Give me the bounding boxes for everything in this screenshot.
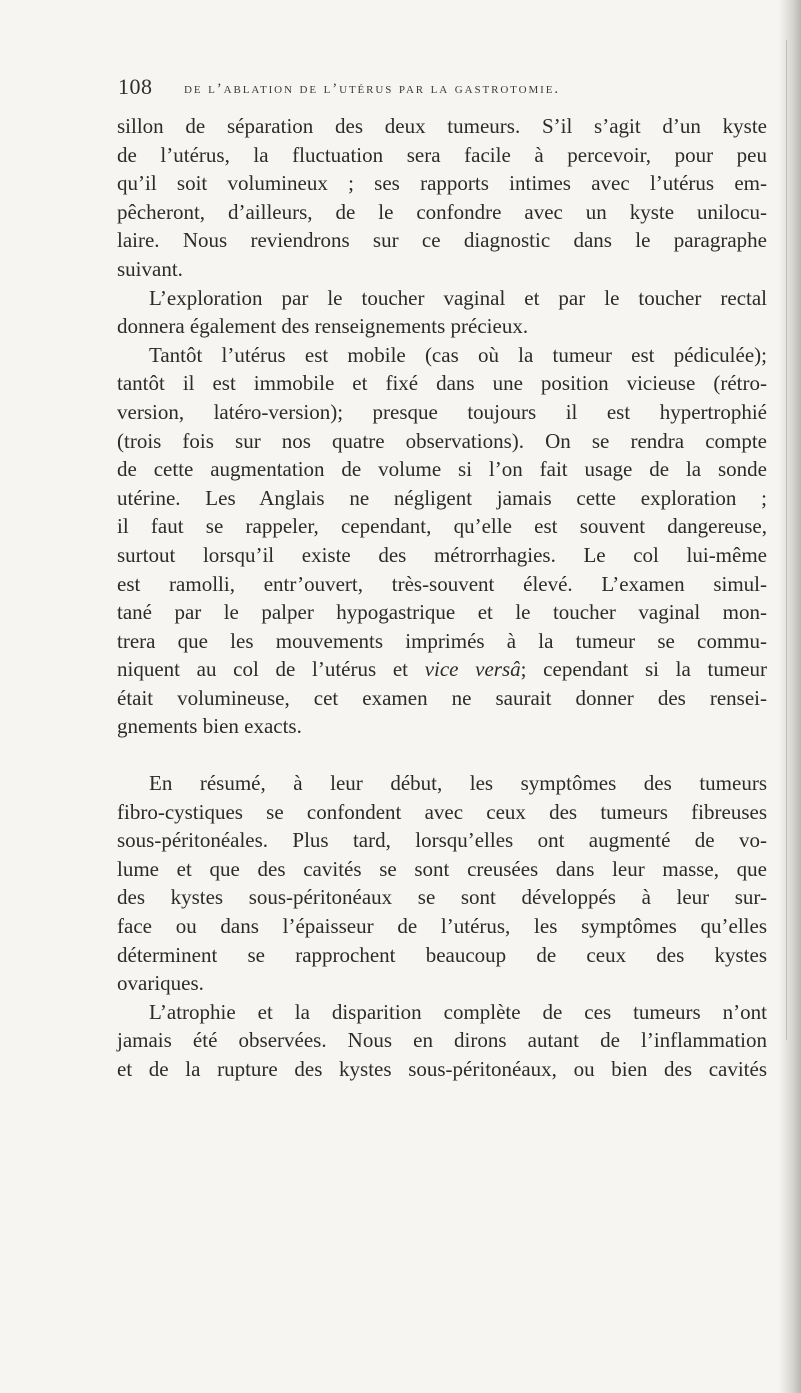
text-line: lume et que des cavités se sont creusées dans leur masse, que — [117, 856, 767, 881]
text-line: donnera également des renseignements précieux. — [117, 314, 529, 339]
text-line: qu’il soit volumineux ; ses rapports intimes avec l’utérus em- — [117, 171, 767, 196]
text-line: L’atrophie et la disparition complète de ces tumeurs n’ont — [149, 999, 767, 1024]
text-line: (trois fois sur nos quatre observations). On se rendra compte — [117, 428, 767, 453]
text-line: tantôt il est immobile et fixé dans une position vicieuse (rétro- — [117, 371, 767, 396]
text-line: fibro-cystiques se confondent avec ceux des tumeurs fibreuses — [117, 799, 767, 824]
page-edge-shadow — [779, 0, 801, 1393]
text-line: version, latéro-version); presque toujours il est hypertrophié — [117, 399, 767, 424]
text-line: suivant. — [117, 256, 183, 281]
text-line: L’exploration par le toucher vaginal et par le toucher rectal — [149, 285, 767, 310]
text-line: est ramolli, entr’ouvert, très-souvent élevé. L’examen simul- — [117, 571, 767, 596]
page-edge-line — [786, 40, 787, 1040]
text-line: de cette augmentation de volume si l’on fait usage de la sonde — [117, 457, 767, 482]
text-line: et de la rupture des kystes sous-péritonéaux, ou bien des cavités — [117, 1057, 767, 1081]
running-title: de l’ablation de l’utérus par la gastrotomie. — [184, 81, 560, 97]
text-line: laire. Nous reviendrons sur ce diagnostic dans le paragraphe — [117, 228, 767, 253]
text-line: trera que les mouvements imprimés à la tumeur se commu- — [117, 628, 767, 653]
body-text — [117, 112, 767, 1084]
text-line: tané par le palper hypogastrique et le toucher vaginal mon- — [117, 600, 767, 625]
text-line: face ou dans l’épaisseur de l’utérus, les symptômes qu’elles — [117, 914, 767, 939]
text-segment: ; cependant si la tumeur — [520, 657, 767, 682]
text-line: sillon de séparation des deux tumeurs. S’il s’agit d’un kyste — [117, 114, 767, 138]
page-number: 108 — [118, 74, 153, 99]
italic-phrase: vice versâ — [424, 657, 521, 682]
text-segment: niquent au col de l’utérus et — [117, 657, 408, 682]
text-line-with-italic — [117, 655, 767, 684]
running-header — [118, 72, 758, 106]
text-line: pêcheront, d’ailleurs, de le confondre avec un kyste unilocu- — [117, 199, 767, 224]
text-line: Tantôt l’utérus est mobile (cas où la tumeur est pédiculée); — [149, 342, 767, 367]
text-line: jamais été observées. Nous en dirons autant de l’inflammation — [117, 1028, 767, 1053]
text-line: des kystes sous-péritonéaux se sont développés à leur sur- — [117, 885, 767, 910]
text-line: sous-péritonéales. Plus tard, lorsqu’elles ont augmenté de vo- — [117, 828, 767, 853]
text-line: En résumé, à leur début, les symptômes des tumeurs — [149, 771, 767, 796]
text-line: surtout lorsqu’il existe des métrorrhagies. Le col lui-même — [117, 542, 767, 567]
paragraph-gap — [117, 741, 767, 769]
text-line: utérine. Les Anglais ne négligent jamais cette exploration ; — [117, 485, 767, 510]
text-line: était volumineuse, cet examen ne saurait donner des rensei- — [117, 685, 767, 710]
text-line: déterminent se rapprochent beaucoup de ceux des kystes — [117, 942, 767, 967]
text-line: ovariques. — [117, 971, 204, 996]
text-line: gnements bien exacts. — [117, 714, 302, 739]
text-line: de l’utérus, la fluctuation sera facile à percevoir, pour peu — [117, 142, 767, 167]
text-line: il faut se rappeler, cependant, qu’elle est souvent dangereuse, — [117, 514, 767, 539]
